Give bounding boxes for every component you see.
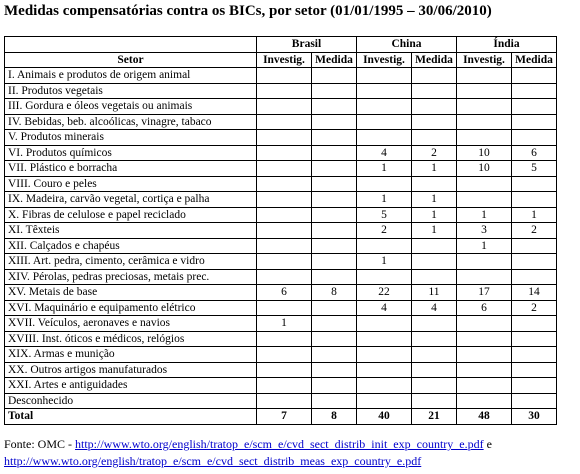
value-cell — [257, 347, 312, 363]
sector-cell: II. Produtos vegetais — [5, 83, 257, 99]
value-cell: 4 — [357, 145, 412, 161]
sector-cell: VI. Produtos químicos — [5, 145, 257, 161]
value-cell: 1 — [357, 161, 412, 177]
value-cell — [357, 347, 412, 363]
value-cell: 11 — [412, 285, 457, 301]
value-cell — [312, 207, 357, 223]
value-cell — [512, 192, 557, 208]
value-cell — [512, 347, 557, 363]
value-cell — [312, 362, 357, 378]
value-cell — [412, 331, 457, 347]
value-cell: 1 — [257, 316, 312, 332]
sector-cell: IV. Bebidas, beb. alcoólicas, vinagre, tabaco — [5, 114, 257, 130]
value-cell — [257, 300, 312, 316]
value-cell — [412, 99, 457, 115]
sector-cell: X. Fibras de celulose e papel reciclado — [5, 207, 257, 223]
sector-cell: XV. Metais de base — [5, 285, 257, 301]
value-cell — [312, 378, 357, 394]
value-cell — [412, 238, 457, 254]
sector-cell: XXI. Artes e antiguidades — [5, 378, 257, 394]
value-cell: 2 — [512, 300, 557, 316]
value-cell: 1 — [357, 254, 412, 270]
value-cell — [512, 114, 557, 130]
value-cell — [357, 238, 412, 254]
total-row — [5, 409, 557, 425]
value-cell — [312, 269, 357, 285]
table-row — [5, 316, 557, 332]
value-cell — [457, 254, 512, 270]
page-title: Medidas compensatórias contra os BICs, por setor (01/01/1995 – 30/06/2010) — [4, 3, 492, 19]
value-cell — [357, 269, 412, 285]
total-cell: 30 — [512, 409, 557, 425]
sector-header: Setor — [5, 52, 257, 68]
value-cell: 1 — [457, 207, 512, 223]
value-cell: 1 — [512, 207, 557, 223]
value-cell — [312, 300, 357, 316]
value-cell — [312, 145, 357, 161]
value-cell: 5 — [512, 161, 557, 177]
table-row — [5, 161, 557, 177]
table-row — [5, 83, 557, 99]
value-cell — [412, 68, 457, 84]
value-cell — [457, 176, 512, 192]
value-cell: 4 — [357, 300, 412, 316]
value-cell — [312, 192, 357, 208]
value-cell — [257, 68, 312, 84]
table-row — [5, 269, 557, 285]
value-cell — [357, 83, 412, 99]
value-cell — [457, 99, 512, 115]
value-cell — [312, 331, 357, 347]
value-cell — [512, 130, 557, 146]
table-row — [5, 145, 557, 161]
value-cell: 3 — [457, 223, 512, 239]
header-blank-cell — [5, 37, 257, 53]
source-note — [4, 436, 492, 470]
value-cell: 6 — [257, 285, 312, 301]
value-cell — [412, 316, 457, 332]
sector-cell: I. Animais e produtos de origem animal — [5, 68, 257, 84]
value-cell — [357, 316, 412, 332]
value-cell — [257, 362, 312, 378]
table-row — [5, 114, 557, 130]
value-cell — [257, 269, 312, 285]
sub-header: Medida — [512, 52, 557, 68]
value-cell — [512, 378, 557, 394]
value-cell — [312, 238, 357, 254]
sub-header: Investig. — [357, 52, 412, 68]
table-row — [5, 378, 557, 394]
value-cell — [412, 130, 457, 146]
value-cell — [312, 254, 357, 270]
value-cell — [257, 393, 312, 409]
table-row — [5, 192, 557, 208]
value-cell — [412, 269, 457, 285]
value-cell — [412, 347, 457, 363]
value-cell — [512, 68, 557, 84]
table-row — [5, 362, 557, 378]
total-cell: 8 — [312, 409, 357, 425]
value-cell: 2 — [412, 145, 457, 161]
value-cell — [457, 68, 512, 84]
value-cell — [257, 331, 312, 347]
value-cell — [457, 83, 512, 99]
value-cell: 1 — [412, 207, 457, 223]
table-body — [5, 68, 557, 409]
sector-cell: VIII. Couro e peles — [5, 176, 257, 192]
value-cell — [357, 99, 412, 115]
value-cell: 6 — [457, 300, 512, 316]
value-cell — [312, 114, 357, 130]
table-row — [5, 207, 557, 223]
value-cell — [357, 331, 412, 347]
value-cell: 6 — [512, 145, 557, 161]
sub-header-row — [5, 52, 557, 68]
total-cell: 48 — [457, 409, 512, 425]
value-cell — [457, 331, 512, 347]
source-connector: e — [483, 437, 492, 451]
table-container — [4, 36, 557, 425]
value-cell — [312, 223, 357, 239]
value-cell — [512, 393, 557, 409]
table-row — [5, 223, 557, 239]
table-header — [5, 37, 557, 68]
value-cell — [357, 393, 412, 409]
value-cell — [257, 114, 312, 130]
value-cell — [457, 316, 512, 332]
value-cell — [412, 378, 457, 394]
sector-cell: IX. Madeira, carvão vegetal, cortiça e palha — [5, 192, 257, 208]
value-cell — [357, 176, 412, 192]
value-cell — [412, 114, 457, 130]
value-cell — [357, 378, 412, 394]
sector-cell: V. Produtos minerais — [5, 130, 257, 146]
sector-cell: XIX. Armas e munição — [5, 347, 257, 363]
table-row — [5, 300, 557, 316]
sector-cell: XII. Calçados e chapéus — [5, 238, 257, 254]
value-cell: 22 — [357, 285, 412, 301]
value-cell — [312, 130, 357, 146]
table-row — [5, 130, 557, 146]
sector-cell: XVIII. Inst. óticos e médicos, relógios — [5, 331, 257, 347]
value-cell — [512, 176, 557, 192]
value-cell: 10 — [457, 161, 512, 177]
table-row — [5, 68, 557, 84]
value-cell — [312, 347, 357, 363]
value-cell — [257, 378, 312, 394]
value-cell — [312, 161, 357, 177]
group-header-brasil: Brasil — [257, 37, 357, 53]
sector-cell: XVI. Maquinário e equipamento elétrico — [5, 300, 257, 316]
table-row — [5, 99, 557, 115]
value-cell — [312, 99, 357, 115]
value-cell — [312, 68, 357, 84]
value-cell — [512, 254, 557, 270]
value-cell — [257, 192, 312, 208]
table-row — [5, 176, 557, 192]
value-cell: 4 — [412, 300, 457, 316]
value-cell: 17 — [457, 285, 512, 301]
value-cell — [512, 83, 557, 99]
value-cell — [457, 347, 512, 363]
value-cell — [312, 83, 357, 99]
value-cell — [257, 238, 312, 254]
value-cell — [357, 362, 412, 378]
value-cell: 1 — [412, 161, 457, 177]
sector-cell: VII. Plástico e borracha — [5, 161, 257, 177]
value-cell — [412, 176, 457, 192]
table-row — [5, 393, 557, 409]
value-cell: 1 — [457, 238, 512, 254]
group-header-india: Índia — [457, 37, 557, 53]
value-cell — [412, 254, 457, 270]
table-row — [5, 331, 557, 347]
value-cell: 1 — [412, 223, 457, 239]
value-cell — [312, 316, 357, 332]
group-header-china: China — [357, 37, 457, 53]
value-cell — [457, 269, 512, 285]
sub-header: Medida — [312, 52, 357, 68]
value-cell — [412, 83, 457, 99]
sector-cell: III. Gordura e óleos vegetais ou animais — [5, 99, 257, 115]
total-cell: 40 — [357, 409, 412, 425]
value-cell — [512, 362, 557, 378]
table-row — [5, 285, 557, 301]
value-cell — [457, 192, 512, 208]
value-cell — [257, 254, 312, 270]
value-cell — [312, 176, 357, 192]
value-cell: 1 — [412, 192, 457, 208]
value-cell — [457, 393, 512, 409]
value-cell — [412, 393, 457, 409]
value-cell — [512, 331, 557, 347]
value-cell — [357, 68, 412, 84]
value-cell: 2 — [512, 223, 557, 239]
value-cell — [257, 223, 312, 239]
value-cell: 8 — [312, 285, 357, 301]
total-cell: 21 — [412, 409, 457, 425]
value-cell: 14 — [512, 285, 557, 301]
source-link-meas[interactable]: http://www.wto.org/english/tratop_e/scm_e/cvd_sect_distrib_meas_exp_country_e.pdf — [4, 454, 422, 468]
sector-cell: Desconhecido — [5, 393, 257, 409]
sub-header: Investig. — [457, 52, 512, 68]
sector-cell: XVII. Veículos, aeronaves e navios — [5, 316, 257, 332]
value-cell — [457, 114, 512, 130]
sector-cell: XIV. Pérolas, pedras preciosas, metais prec. — [5, 269, 257, 285]
value-cell — [257, 176, 312, 192]
source-prefix: Fonte: OMC - — [4, 437, 76, 451]
value-cell — [357, 130, 412, 146]
data-table — [4, 36, 557, 425]
value-cell — [457, 362, 512, 378]
table-row — [5, 347, 557, 363]
value-cell: 2 — [357, 223, 412, 239]
value-cell: 1 — [357, 192, 412, 208]
sub-header: Medida — [412, 52, 457, 68]
total-label: Total — [5, 409, 257, 425]
value-cell — [257, 145, 312, 161]
value-cell: 5 — [357, 207, 412, 223]
value-cell — [357, 114, 412, 130]
value-cell — [512, 269, 557, 285]
table-row — [5, 254, 557, 270]
sub-header: Investig. — [257, 52, 312, 68]
sector-cell: XIII. Art. pedra, cimento, cerâmica e vidro — [5, 254, 257, 270]
total-cell: 7 — [257, 409, 312, 425]
value-cell — [512, 99, 557, 115]
value-cell: 10 — [457, 145, 512, 161]
value-cell — [257, 161, 312, 177]
value-cell — [412, 362, 457, 378]
sector-cell: XX. Outros artigos manufaturados — [5, 362, 257, 378]
source-link-init[interactable]: http://www.wto.org/english/tratop_e/scm_e/cvd_sect_distrib_init_exp_country_e.pdf — [75, 437, 484, 451]
table-row — [5, 238, 557, 254]
value-cell — [457, 378, 512, 394]
group-header-row — [5, 37, 557, 53]
value-cell — [257, 207, 312, 223]
value-cell — [257, 83, 312, 99]
value-cell — [512, 238, 557, 254]
value-cell — [257, 99, 312, 115]
value-cell — [457, 130, 512, 146]
value-cell — [512, 316, 557, 332]
value-cell — [312, 393, 357, 409]
value-cell — [257, 130, 312, 146]
sector-cell: XI. Têxteis — [5, 223, 257, 239]
